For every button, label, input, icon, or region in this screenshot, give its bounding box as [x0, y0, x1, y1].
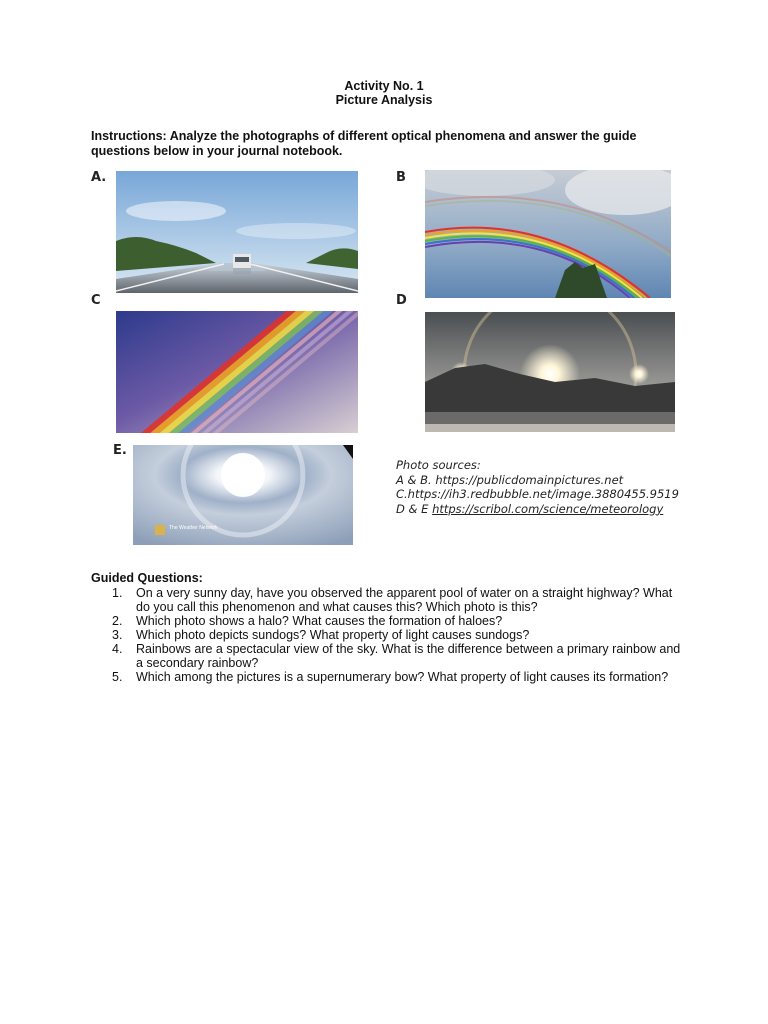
question-number: 4.: [112, 642, 123, 656]
photo-e-watermark: The Weather Network: [169, 525, 218, 531]
question-text: On a very sunny day, have you observed the apparent pool of water on a straight highway? What do you call this phenomenon and what causes this? Which photo is this?: [136, 586, 673, 614]
question-text: Which among the pictures is a supernumerary bow? What property of light causes its formation?: [136, 670, 669, 684]
question-item: [112, 614, 682, 628]
photo-label-d: D: [396, 293, 407, 308]
sources-heading: Photo sources:: [396, 458, 481, 472]
source-line-3: [396, 502, 736, 517]
guided-questions-title: Guided Questions:: [91, 571, 203, 585]
photo-sources: [396, 458, 736, 516]
source-line-1: A & B. https://publicdomainpictures.net: [396, 472, 624, 487]
question-number: 3.: [112, 628, 123, 642]
question-text: Which photo shows a halo? What causes the formation of haloes?: [136, 614, 503, 628]
photo-a-highway-mirage: [116, 171, 358, 293]
question-item: [112, 642, 682, 670]
question-number: 1.: [112, 586, 123, 600]
question-item: [112, 586, 682, 614]
photo-label-c: C: [91, 293, 101, 308]
activity-subtitle: Picture Analysis: [335, 93, 433, 107]
photo-label-b: B: [396, 170, 406, 185]
activity-title: Activity No. 1: [344, 79, 424, 93]
photo-b-double-rainbow: [425, 170, 671, 298]
photo-d-sundogs: [425, 312, 675, 432]
question-item: [112, 628, 682, 642]
guided-questions-list: [112, 586, 682, 684]
question-number: 2.: [112, 614, 123, 628]
photo-label-e: E.: [113, 443, 127, 458]
question-text: Which photo depicts sundogs? What property of light causes sundogs?: [136, 628, 530, 642]
photo-label-a: A.: [91, 170, 107, 185]
photo-c-supernumerary-bow: [116, 311, 358, 433]
question-text: Rainbows are a spectacular view of the sky. What is the difference between a primary rainbow and a secondary rainbow?: [136, 642, 681, 670]
question-item: [112, 670, 682, 684]
instructions-text: Instructions: Analyze the photographs of different optical phenomena and answer the guide questions below in your journal notebook.: [91, 129, 637, 158]
photo-e-halo: [133, 445, 353, 545]
source-link-scribol[interactable]: https://scribol.com/science/meteorology: [432, 501, 664, 516]
source-line-2: C.https://ih3.redbubble.net/image.3880455.9519: [396, 487, 679, 501]
question-number: 5.: [112, 670, 123, 684]
source-line-3-prefix: D & E: [396, 501, 433, 516]
